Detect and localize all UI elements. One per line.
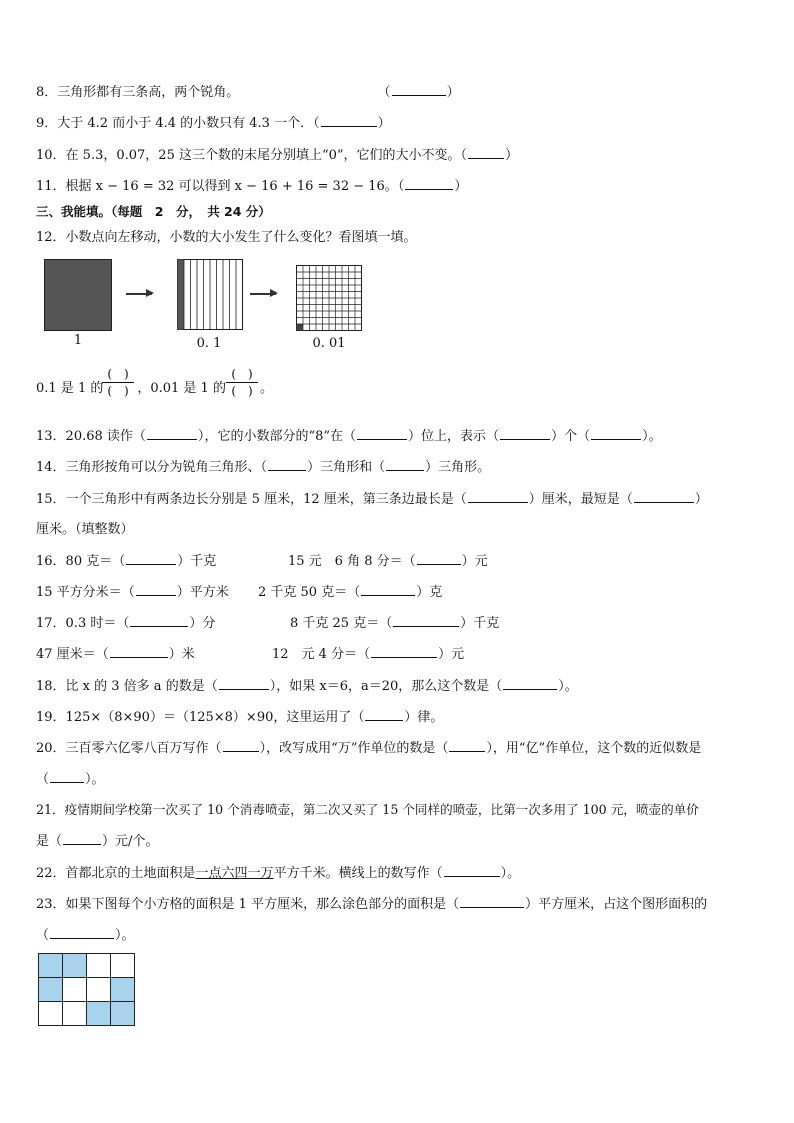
answer-blank[interactable]	[126, 552, 176, 565]
hundredths-square	[296, 265, 362, 331]
answer-blank[interactable]	[392, 83, 446, 96]
question-8: 8．三角形都有三条高，两个锐角。 （ ）	[36, 85, 460, 100]
underlined-number: 一点六四一万	[195, 866, 274, 881]
decimal-figure	[44, 259, 374, 354]
grid-cell	[39, 954, 63, 978]
grid-cell	[39, 978, 63, 1002]
question-21-cont: 是（ ）元/个。	[36, 834, 159, 849]
grid-cell	[87, 1002, 111, 1026]
arrow-icon	[126, 293, 152, 295]
answer-blank[interactable]	[417, 552, 461, 565]
question-21: 21．疫情期间学校第一次买了 10 个消毒喷壶，第二次又买了 15 个同样的喷壶，比第一次多用了 100 元，喷壶的单价	[36, 802, 699, 817]
answer-blank[interactable]	[393, 614, 459, 627]
question-22: 22．首都北京的土地面积是一点六四一万平方千米。横线上的数写作（ ）。	[36, 866, 521, 881]
grid-cell	[63, 978, 87, 1002]
answer-blank[interactable]	[361, 583, 415, 596]
answer-blank[interactable]	[63, 832, 101, 845]
answer-blank[interactable]	[130, 614, 188, 627]
grid-cell	[63, 954, 87, 978]
question-16-d: 2 千克 50 克＝（ ）克	[258, 585, 443, 600]
answer-blank[interactable]	[500, 427, 550, 440]
answer-blank[interactable]	[50, 770, 84, 783]
fraction-blank-1[interactable]: ( ) ( )	[102, 366, 134, 399]
question-16-b: 15 元 6 角 8 分＝（ ）元	[288, 554, 488, 569]
question-18: 18．比 x 的 3 倍多 a 的数是（ ），如果 x＝6，a＝20，那么这个数是（ ）。	[36, 679, 578, 694]
q12-answer-line: 0.1 是 1 的 ，0.01 是 1 的 。	[36, 381, 273, 396]
figure-label-1: 1	[73, 333, 83, 348]
grid-cell	[111, 954, 135, 978]
answer-blank[interactable]	[405, 177, 453, 190]
question-17-a: 17．0.3 时＝（ ）分	[36, 616, 216, 631]
answer-blank[interactable]	[110, 645, 168, 658]
answer-blank[interactable]	[468, 490, 528, 503]
question-16-a: 16．80 克＝（ ）千克	[36, 554, 217, 569]
question-15: 15．一个三角形中有两条边长分别是 5 厘米，12 厘米，第三条边最长是（ ）厘米，最短是（ ）	[36, 492, 708, 507]
answer-blank[interactable]	[147, 427, 197, 440]
answer-blank[interactable]	[136, 583, 176, 596]
answer-blank[interactable]	[468, 146, 504, 159]
tenths-square	[177, 259, 243, 331]
question-15-cont: 厘米。（填整数）	[36, 522, 134, 537]
whole-square	[44, 259, 112, 331]
question-23: 23．如果下图每个小方格的面积是 1 平方厘米，那么涂色部分的面积是（ ）平方厘米，占这个图形面积的	[36, 897, 708, 912]
answer-blank[interactable]	[460, 895, 524, 908]
question-9: 9．大于 4.2 而小于 4.4 的小数只有 4.3 一个．（ ）	[36, 116, 391, 131]
answer-blank[interactable]	[634, 490, 694, 503]
answer-blank[interactable]	[219, 677, 269, 690]
question-17-d: 12 元 4 分＝（ ）元	[272, 647, 465, 662]
question-17-c: 47 厘米＝（ ）米	[36, 647, 195, 662]
grid-cell	[111, 1002, 135, 1026]
grid-cell	[111, 978, 135, 1002]
question-13: 13．20.68 读作（ ），它的小数部分的“8”在（ ）位上，表示（ ）个（ ）。	[36, 429, 662, 444]
fraction-blank-2[interactable]: ( ) ( )	[226, 366, 258, 399]
answer-blank[interactable]	[371, 645, 437, 658]
figure-label-0-01: 0. 01	[312, 336, 346, 351]
question-14: 14．三角形按角可以分为锐角三角形、（ ）三角形和（ ）三角形。	[36, 460, 491, 475]
question-23-cont: （ ）。	[36, 928, 135, 943]
answer-blank[interactable]	[444, 864, 500, 877]
grid-cell	[63, 1002, 87, 1026]
figure-label-0-1: 0. 1	[196, 336, 222, 351]
answer-blank[interactable]	[50, 926, 114, 939]
answer-blank[interactable]	[503, 677, 557, 690]
grid-cell	[87, 954, 111, 978]
question-10: 10．在 5.3，0.07，25 这三个数的末尾分别填上“0”，它们的大小不变。（ ）	[36, 148, 519, 163]
question-12: 12．小数点向左移动，小数的大小发生了什么变化？看图填一填。	[36, 230, 417, 245]
section-title: 三、我能填。（每题 2 分， 共 24 分）	[36, 204, 271, 219]
answer-blank[interactable]	[268, 458, 306, 471]
answer-blank[interactable]	[223, 739, 259, 752]
question-11: 11．根据 x − 16 = 32 可以得到 x − 16 + 16 = 32 − 16。（ ）	[36, 179, 468, 194]
grid-cell	[39, 1002, 63, 1026]
question-17-b: 8 千克 25 克＝（ ）千克	[290, 616, 500, 631]
question-20: 20．三百零六亿零八百万写作（ ），改写成用“万”作单位的数是（ ），用“亿”作单位，这个数的近似数是	[36, 741, 702, 756]
arrow-icon	[250, 293, 276, 295]
answer-blank[interactable]	[365, 708, 403, 721]
grid-cell	[87, 978, 111, 1002]
answer-blank[interactable]	[591, 427, 641, 440]
question-19: 19．125×（8×90）＝（125×8）×90，这里运用了（ ）律。	[36, 710, 444, 725]
question-20-cont: （ ）。	[36, 772, 105, 787]
answer-blank[interactable]	[357, 427, 407, 440]
shaded-grid	[38, 953, 135, 1026]
answer-blank[interactable]	[321, 114, 377, 127]
answer-blank[interactable]	[386, 458, 424, 471]
question-16-c: 15 平方分米＝（ ）平方米	[36, 585, 229, 600]
answer-blank[interactable]	[449, 739, 485, 752]
